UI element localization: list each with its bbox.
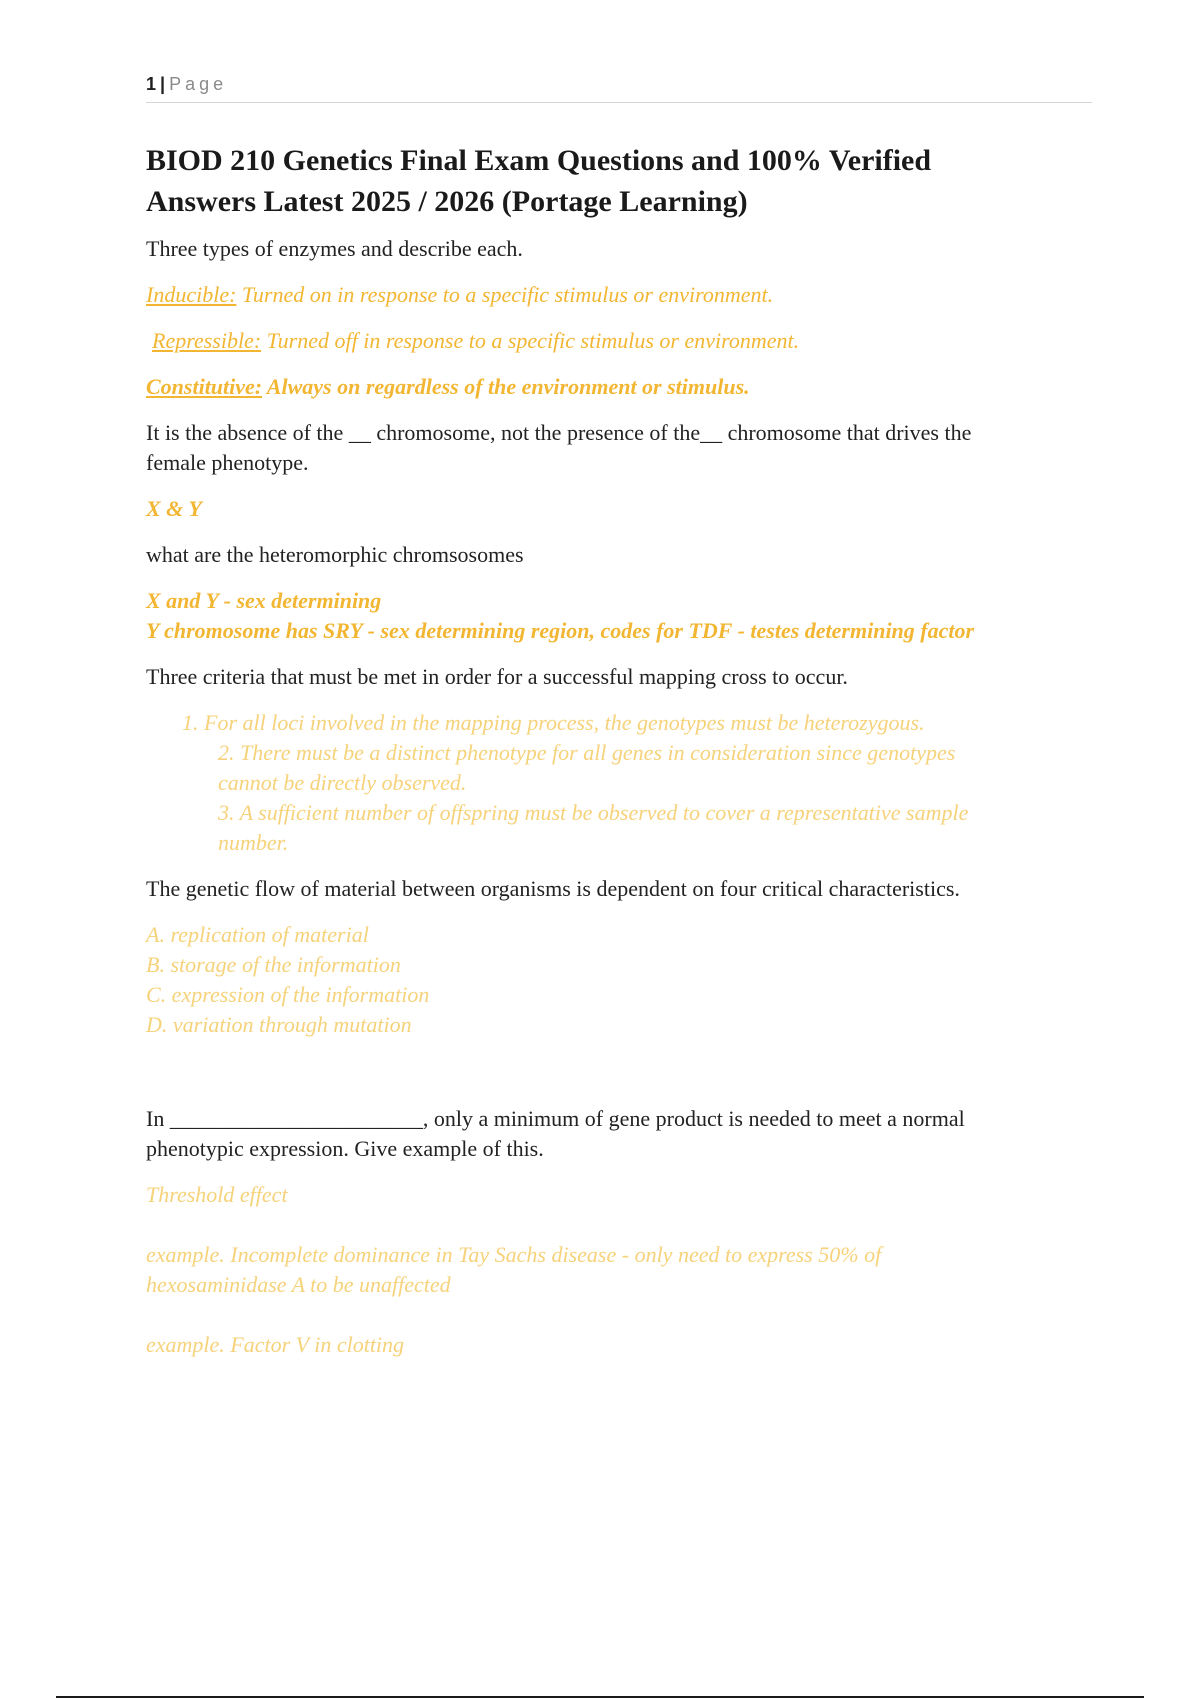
- list-item: number.: [218, 830, 289, 855]
- answer-threshold: Threshold effect: [146, 1182, 288, 1207]
- answer-heteromorphic: X and Y - sex determining Y chromosome has SRY - sex determining region, codes for TDF - testes determining factor: [146, 588, 975, 643]
- list-item: D. variation through mutation: [146, 1012, 412, 1037]
- question-chromosome-absence: It is the absence of the __ chromosome, not the presence of the__ chromosome that drives the female phenotype.: [146, 420, 972, 475]
- document-title: BIOD 210 Genetics Final Exam Questions and 100% Verified Answers Latest 2025 / 2026 (Portage Learning): [146, 144, 932, 218]
- answer-example-factor-v: example. Factor V in clotting: [146, 1332, 405, 1357]
- question-enzymes: Three types of enzymes and describe each.: [146, 236, 523, 261]
- list-item: 2. There must be a distinct phenotype for all genes in consideration since genotypes: [218, 740, 956, 765]
- document-body: [146, 140, 1092, 1360]
- answer-constitutive: Constitutive: Always on regardless of the environment or stimulus.: [146, 374, 750, 399]
- answer-characteristics: [146, 920, 1092, 1040]
- page-number: 1: [146, 74, 157, 94]
- footer-divider: [56, 1696, 1144, 1698]
- list-item: 3. A sufficient number of offspring must be observed to cover a representative sample: [218, 800, 969, 825]
- page-header: [146, 74, 1092, 103]
- question-threshold: In _______________________, only a minimum of gene product is needed to meet a normal phenotypic expression. Give example of this.: [146, 1106, 965, 1161]
- question-heteromorphic: what are the heteromorphic chromsosomes: [146, 542, 524, 567]
- list-item: A. replication of material: [146, 922, 369, 947]
- list-item: B. storage of the information: [146, 952, 401, 977]
- answer-repressible: Repressible: Turned off in response to a specific stimulus or environment.: [152, 328, 800, 353]
- answer-example-tay-sachs: example. Incomplete dominance in Tay Sachs disease - only need to express 50% of hexosaminidase A to be unaffected: [146, 1242, 882, 1297]
- answer-mapping-criteria: [146, 708, 1092, 858]
- list-item: 1. For all loci involved in the mapping process, the genotypes must be heterozygous.: [182, 710, 925, 735]
- page-separator: |: [160, 74, 166, 94]
- answer-x-y: X & Y: [146, 496, 202, 521]
- question-mapping-cross: Three criteria that must be met in order for a successful mapping cross to occur.: [146, 664, 848, 689]
- list-item: C. expression of the information: [146, 982, 430, 1007]
- page-label: Page: [169, 74, 228, 94]
- list-item: cannot be directly observed.: [218, 770, 467, 795]
- question-genetic-flow: The genetic flow of material between organisms is dependent on four critical characteristics.: [146, 876, 960, 901]
- answer-inducible: Inducible: Turned on in response to a specific stimulus or environment.: [146, 282, 774, 307]
